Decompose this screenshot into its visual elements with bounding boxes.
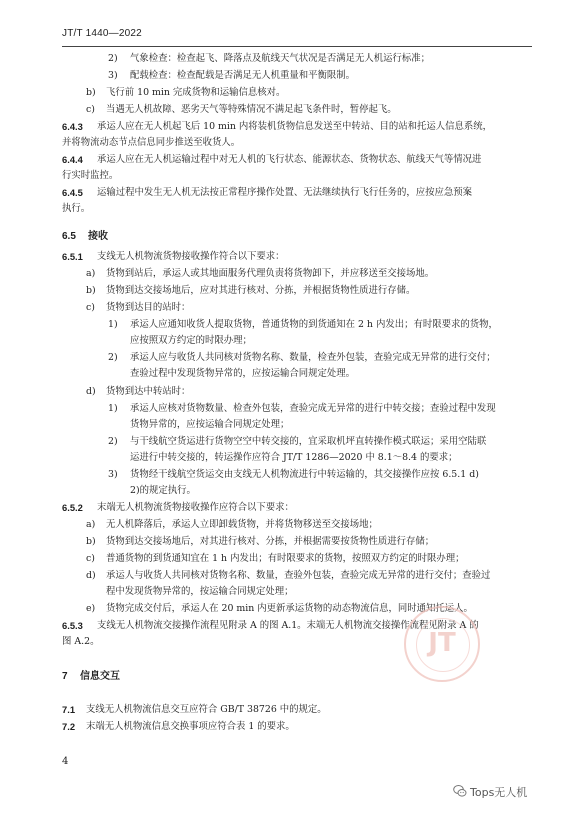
list-marker: c) [86,302,95,313]
clause-number: 6.4.5 [62,187,83,198]
list-marker: b) [86,87,96,98]
list-marker: e) [86,603,96,614]
text-line: 无人机降落后，承运人立即卸载货物，并将货物移送至交接场地； [106,519,378,530]
clause-number: 7.2 [62,721,76,732]
watermark-text: Tops无人机 [470,786,528,799]
list-marker: 2) [108,436,118,447]
text-line: 货物到达交接场地后，应对其进行核对、分拣，并根据货物性质进行存储。 [106,285,416,296]
list-marker: 1) [108,319,118,330]
section-number: 7 [62,671,68,682]
text-line: 支线无人机物流货物接收操作符合以下要求： [97,251,285,262]
text-line: 行实时监控。 [62,170,119,181]
text-line: 承运人应通知收货人提取货物，普通货物的到货通知在 2 h 内发出；有时限要求的货物， [130,319,498,330]
section-title: 信息交互 [80,671,120,682]
text-line: 承运人与收货人共同核对货物名称、数量，查验外包装，查验完成无异常的进行交付；查验过 [106,570,491,581]
text-line: 配载检查：检查配载是否满足无人机重量和平衡限制。 [130,70,356,81]
text-line: 货物到达目的站时： [106,302,191,313]
text-line: 当遇无人机故障、恶劣天气等特殊情况不满足起飞条件时，暂停起飞。 [106,104,397,115]
list-marker: d) [86,386,96,397]
text-line: 飞行前 10 min 完成货物和运输信息核对。 [106,87,286,98]
list-marker: b) [86,536,96,547]
text-line: 普通货物的到货通知宜在 1 h 内发出；有时限要求的货物，按照双方约定的时限办理； [106,553,465,564]
text-line: 图 A.2。 [62,636,100,647]
text-line: 货物经干线航空货运交由支线无人机物流进行中转运输的，其交接操作应按 6.5.1 d) [130,469,479,480]
text-line: 末端无人机物流货物接收操作应符合以下要求： [97,502,294,513]
wechat-icon [453,784,467,798]
list-marker: a) [86,268,96,279]
list-marker: 2) [108,352,118,363]
clause-number: 6.4.4 [62,154,83,165]
text-line: 与干线航空货运进行货物空空中转交接的，宜采取机坪直转操作模式联运；采用空陆联 [130,436,487,447]
text-line: 气象检查：检查起飞、降落点及航线天气状况是否满足无人机运行标准； [130,53,431,64]
list-marker: b) [86,285,96,296]
clause-number: 6.5.3 [62,620,83,631]
text-line: 2)的规定执行。 [130,485,196,496]
clause-number: 6.5.2 [62,502,83,513]
jt-stamp-logo [404,606,480,682]
document-code: JT/T 1440—2022 [62,28,142,39]
stamp-text: JT [428,628,456,658]
list-marker: d) [86,570,96,581]
text-line: 货物到达中转站时： [106,386,191,397]
text-line: 承运人应在无人机起飞后 10 min 内将装机货物信息发送至中转站、目的站和托运人信息系统， [97,121,493,132]
text-line: 程中发现货物异常的，按运输合同规定处理； [106,586,294,597]
text-line: 货物完成交付后，承运人在 20 min 内更新承运货物的动态物流信息，同时通知托运人。 [106,603,473,614]
clause-number: 7.1 [62,704,76,715]
text-line: 货物到达交接场地后，对其进行核对、分拣，并根据需要按货物性质进行存储； [106,536,435,547]
text-line: 应按照双方约定的时限办理； [130,335,252,346]
header-rule [62,46,532,47]
text-line: 查验过程中发现货物异常的，应按运输合同规定处理。 [130,368,356,379]
list-marker: a) [86,519,96,530]
section-number: 6.5 [62,231,76,242]
clause-number: 6.5.1 [62,251,83,262]
text-line: 运进行中转交接的，转运操作应符合 JT/T 1286—2020 中 8.1～8.4 的要求； [130,452,458,463]
text-line: 末端无人机物流信息交换事项应符合表 1 的要求。 [86,721,295,732]
list-marker: c) [86,104,95,115]
text-line: 货物异常的，应按运输合同规定处理； [130,419,290,430]
text-line: 支线无人机物流信息交互应符合 GB/T 38726 中的规定。 [86,704,327,715]
list-marker: 3) [108,469,118,480]
text-line: 货物到站后，承运人或其地面服务代理负责将货物卸下，并应移送至交接场地。 [106,268,435,279]
text-line: 并将物流动态节点信息同步推送至收货人。 [62,137,241,148]
list-marker: 2) [108,53,118,64]
text-line: 运输过程中发生无人机无法按正常程序操作处置、无法继续执行飞行任务的，应按应急预案 [97,187,473,198]
clause-number: 6.4.3 [62,121,83,132]
page-number: 4 [62,756,69,767]
text-line: 执行。 [62,203,91,214]
section-title: 接收 [88,231,108,242]
text-line: 承运人应与收货人共同核对货物名称、数量，检查外包装，查验完成无异常的进行交付； [130,352,496,363]
text-line: 支线无人机物流交接操作流程见附录 A 的图 A.1。末端无人机物流交接操作流程见附录 A 的 [97,620,479,631]
list-marker: c) [86,553,95,564]
list-marker: 1) [108,403,118,414]
text-line: 承运人应核对货物数量、检查外包装，查验完成无异常的进行中转交接；查验过程中发现 [130,403,496,414]
list-marker: 3) [108,70,118,81]
text-line: 承运人应在无人机运输过程中对无人机的飞行状态、能源状态、货物状态、航线天气等情况进 [97,154,482,165]
